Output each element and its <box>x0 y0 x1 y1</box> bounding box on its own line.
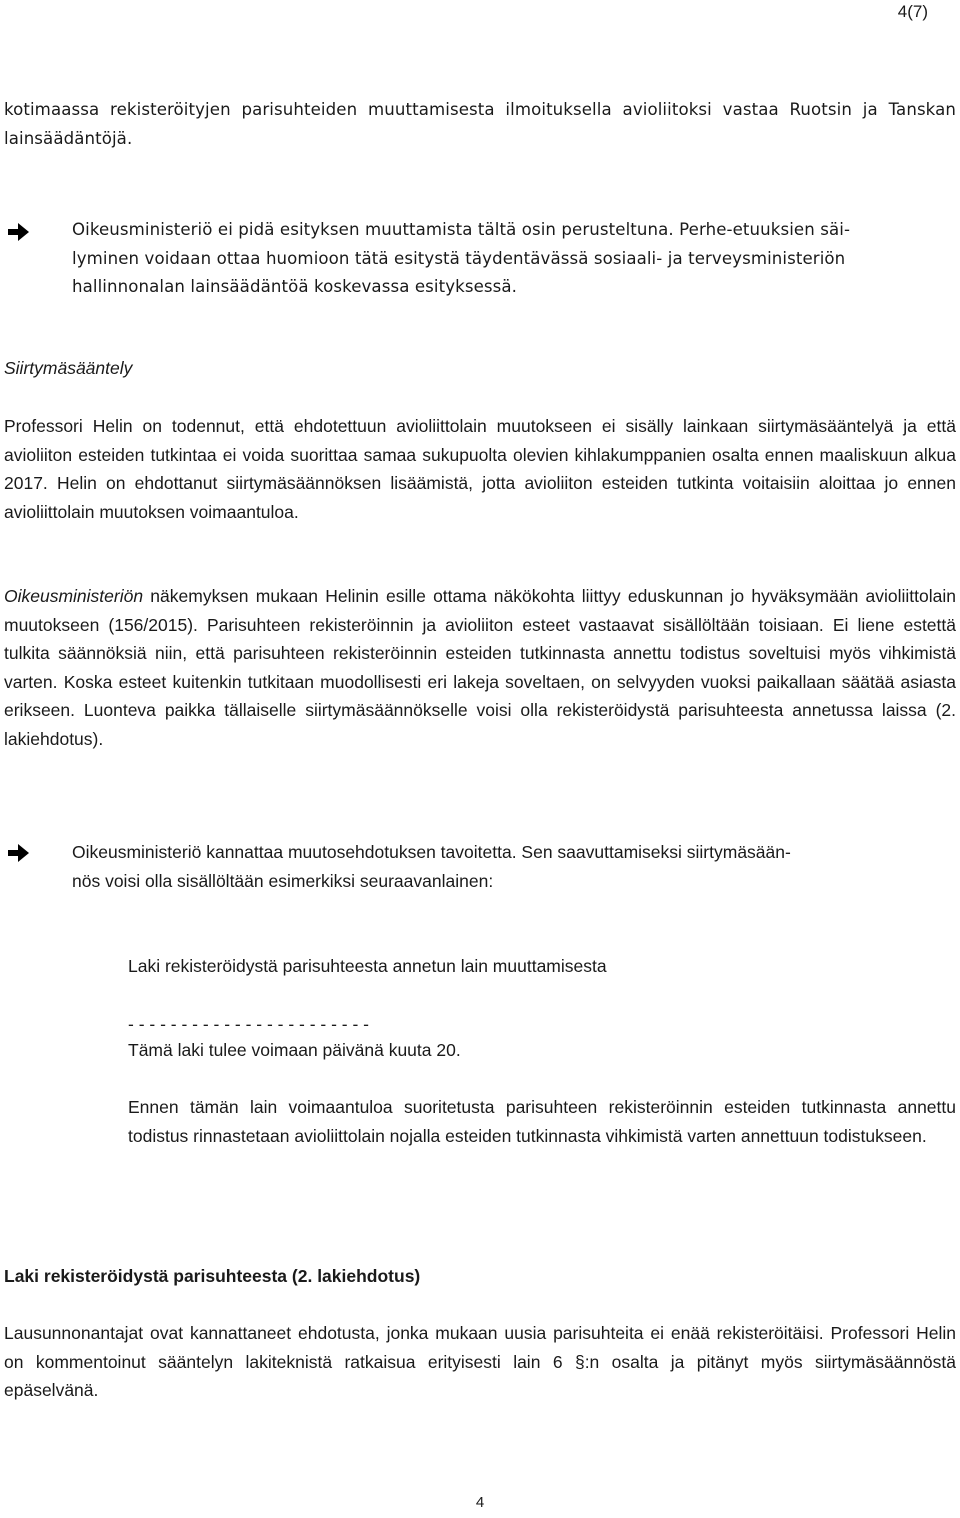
intro-paragraph: kotimaassa rekisteröityjen parisuhteiden muuttamisesta ilmoituksella avioliitoksi vastaa Ruotsin ja Tanskan lainsäädäntöjä. <box>4 100 956 148</box>
conclusion-1-line-1: Oikeusministeriö ei pidä esityksen muuttamista tältä osin perusteltuna. Perhe-etuuksien säi- <box>72 220 851 239</box>
section-heading-law-2: Laki rekisteröidystä parisuhteesta (2. lakiehdotus) <box>4 1266 421 1286</box>
page-indicator: 4(7) <box>897 2 928 21</box>
proposal-dashes: - - - - - - - - - - - - - - - - - - - - - - - <box>128 1014 370 1034</box>
paragraph-ministry-view <box>4 582 956 753</box>
paragraph-statements: Lausunnonantajat ovat kannattaneet ehdotusta, jonka mukaan uusia parisuhteita ei enää rekisteröitäisi. Professori Helin on kommentoinut sääntelyn lakiteknistä ratkaisua erityisesti lain 6 §:n osalta ja pitänyt myös siirtymäsäännöstä epäselvänä. <box>4 1323 956 1400</box>
page-number: 4 <box>475 1494 485 1511</box>
right-arrow-icon <box>8 842 30 864</box>
right-arrow-icon <box>8 221 30 243</box>
conclusion-2-line-1: Oikeusministeriö kannattaa muutosehdotuksen tavoitetta. Sen saavuttamiseksi siirtymäsään- <box>72 842 791 862</box>
ministry-view-text: näkemyksen mukaan Helinin esille ottama näkökohta liittyy eduskunnan jo hyväksymään avioliittolain muutokseen (156/2015). Parisuhteen rekisteröinnin ja avioliiton esteet vastaavat sisällöltään toisiaan. Ei liene estettä tulkita säännöksiä niin, että parisuhteen rekisteröinnin esteiden tutkinnasta annettu todistus soveltuisi myös vihkimistä varten. Koska esteet kuitenkin tutkitaan muodollisesti eri lakeja soveltaen, on selvyyden vuoksi paikallaan säätää asiasta erikseen. Luonteva paikka tällaiselle siirtymäsäännökselle voisi olla rekisteröidystä parisuhteesta annetussa laissa (2. lakiehdotus). <box>4 586 956 749</box>
proposal-entry-into-force: Tämä laki tulee voimaan päivänä kuuta 20. <box>128 1040 461 1060</box>
proposal-law-title: Laki rekisteröidystä parisuhteesta annetun lain muuttamisesta <box>128 956 607 976</box>
proposal-transition: Ennen tämän lain voimaantuloa suoritetusta parisuhteen rekisteröinnin esteiden tutkinnasta annettu todistus rinnastetaan avioliittolain nojalla esteiden tutkinnasta vihkimistä varten annettuun todistukseen. <box>128 1097 956 1146</box>
conclusion-2-line-2: nös voisi olla sisällöltään esimerkiksi seuraavanlainen: <box>72 870 494 891</box>
conclusion-block-1 <box>8 216 956 306</box>
ministry-italic-lead: Oikeusministeriön <box>4 586 144 606</box>
conclusion-block-2 <box>8 838 956 898</box>
section-heading-transition: Siirtymäsääntely <box>4 358 133 378</box>
conclusion-1-line-2: lyminen voidaan ottaa huomioon tätä esitystä täydentävässä sosiaali- ja terveysministeriön <box>72 248 846 268</box>
conclusion-1-line-3: hallinnonalan lainsäädäntöä koskevassa esityksessä. <box>72 277 518 296</box>
paragraph-helin-proposal: Professori Helin on todennut, että ehdotettuun avioliittolain muutokseen ei sisälly lainkaan siirtymäsääntelyä ja että avioliiton esteiden tutkintaa ei voida suorittaa samaa sukupuolta olevien kihlakumppanien osalta ennen maaliskuun alkua 2017. Helin on ehdottanut siirtymäsäännöksen lisäämistä, jotta avioliiton esteiden tutkinta voitaisiin aloittaa jo ennen avioliittolain muutoksen voimaantuloa. <box>4 416 956 522</box>
